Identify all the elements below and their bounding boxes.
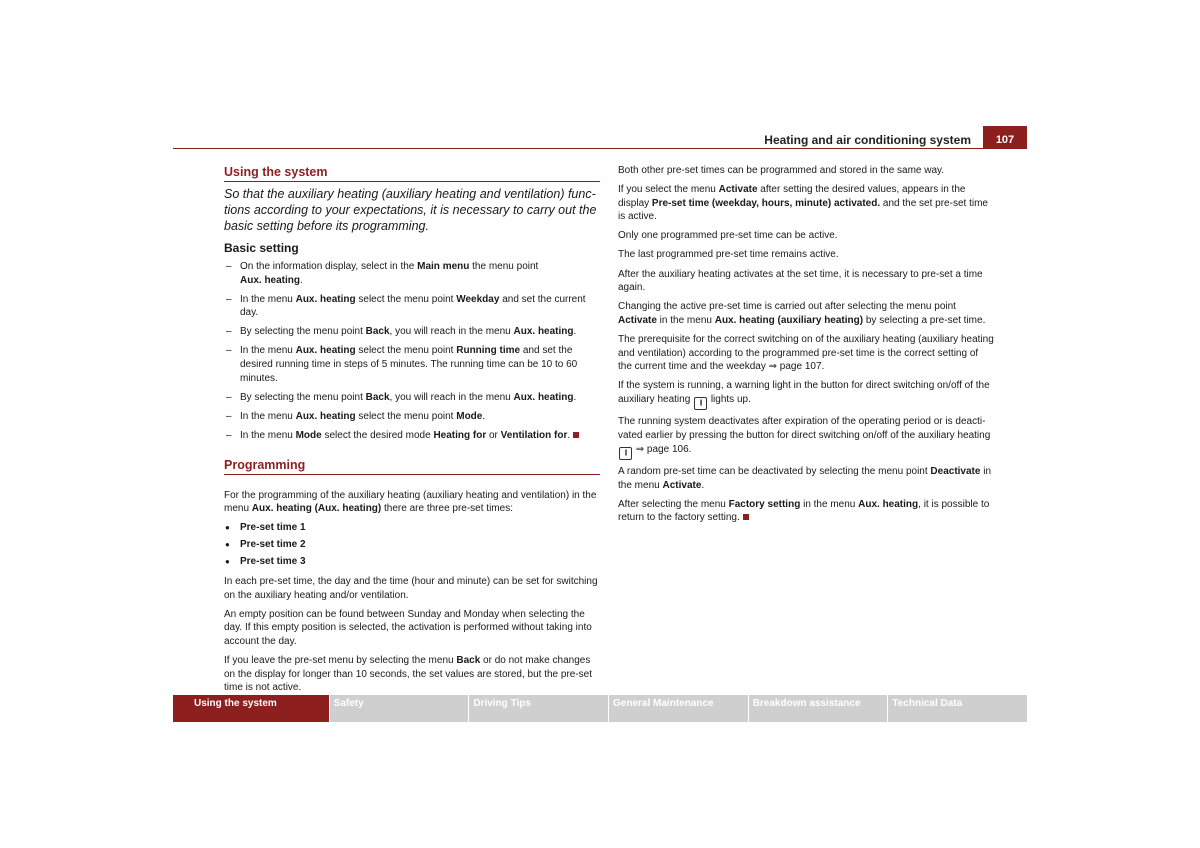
- step-item: – In the menu Aux. heating select the menu point Weekday and set the current day.: [224, 293, 600, 320]
- paragraph: After selecting the menu Factory setting in the menu Aux. heating, it is possible to return to the factory setting.: [618, 498, 990, 524]
- chapter-tabs: [173, 695, 1027, 722]
- paragraph: A random pre-set time can be deactivated by selecting the menu point Deactivate in the menu Activate.: [618, 466, 991, 491]
- auxiliary-heating-button-icon: |||: [694, 397, 707, 410]
- list-item: ● Pre-set time 1: [224, 521, 600, 535]
- paragraph: The running system deactivates after expiration of the operating period or is deacti-vated earlier by pressing the button for direct switching on/off of the auxiliary heating ||| ⇒ page 106.: [618, 415, 994, 459]
- tab-safety[interactable]: Safety: [330, 695, 469, 722]
- paragraph: The last programmed pre-set time remains active.: [618, 249, 839, 261]
- step-item: – In the menu Mode select the desired mode Heating for or Ventilation for.: [224, 429, 600, 443]
- tab-using-the-system[interactable]: Using the system: [173, 695, 329, 722]
- paragraph: If you select the menu Activate after setting the desired values, appears in the display Pre-set time (weekday, hours, minute) activated. and the set pre-set time is active.: [618, 184, 988, 223]
- paragraph: An empty position can be found between Sunday and Monday when selecting the day. If this empty position is selected, the activation is performed without taking into account the day.: [224, 608, 592, 647]
- section-title-using-system: Using the system: [224, 164, 600, 182]
- preset-time-list: [224, 521, 600, 569]
- end-square-icon: [743, 514, 749, 520]
- auxiliary-heating-button-icon: |||: [619, 447, 632, 460]
- paragraph: After the auxiliary heating activates at the set time, it is necessary to pre-set a time again.: [618, 268, 983, 294]
- paragraph: If you leave the pre-set menu by selecting the menu Back or do not make changes on the display for longer than 10 seconds, the set values are stored, but the pre-set time is not active.: [224, 654, 593, 694]
- step-item: – On the information display, select in the Main menu the menu point Aux. heating.: [224, 260, 600, 287]
- list-item: ● Pre-set time 3: [224, 555, 600, 569]
- paragraph: If the system is running, a warning light in the button for direct switching on/off of the auxiliary heating ||| lights up.: [618, 379, 994, 410]
- tab-technical-data[interactable]: Technical Data: [888, 695, 1027, 722]
- page-number: 107: [983, 126, 1027, 148]
- intro-text: So that the auxiliary heating (auxiliary heating and ventilation) func-tions according to your expectations, it is necessary to carry out the basic setting before its programming.: [224, 187, 597, 233]
- end-square-icon: [573, 432, 579, 438]
- step-item: – In the menu Aux. heating select the menu point Mode.: [224, 410, 600, 424]
- right-column: [618, 164, 994, 530]
- paragraph: Only one programmed pre-set time can be active.: [618, 230, 838, 242]
- header-divider: [173, 148, 1027, 149]
- paragraph: The prerequisite for the correct switching on of the auxiliary heating (auxiliary heating and ventilation) according to the programmed pre-set time is the correct setting of the current time and the weekday ⇒ page 107.: [618, 333, 994, 373]
- paragraph: Both other pre-set times can be programmed and stored in the same way.: [618, 165, 945, 176]
- tab-breakdown-assistance[interactable]: Breakdown assistance: [749, 695, 888, 722]
- section-title-programming: Programming: [224, 457, 600, 475]
- step-item: – By selecting the menu point Back, you will reach in the menu Aux. heating.: [224, 391, 600, 405]
- basic-setting-heading: Basic setting: [224, 241, 299, 255]
- programming-intro: For the programming of the auxiliary heating (auxiliary heating and ventilation) in the menu Aux. heating (Aux. heating) there are three pre-set times:: [224, 489, 597, 515]
- tab-general-maintenance[interactable]: General Maintenance: [609, 695, 748, 722]
- list-item: ● Pre-set time 2: [224, 538, 600, 552]
- basic-setting-steps: [224, 260, 600, 443]
- chapter-title: Heating and air conditioning system: [764, 133, 971, 147]
- left-column: [224, 164, 600, 700]
- paragraph: Changing the active pre-set time is carried out after selecting the menu point Activate in the menu Aux. heating (auxiliary heating) by selecting a pre-set time.: [618, 301, 986, 326]
- tab-driving-tips[interactable]: Driving Tips: [469, 695, 608, 722]
- paragraph: In each pre-set time, the day and the time (hour and minute) can be set for switching on the auxiliary heating and/or ventilation.: [224, 576, 598, 601]
- step-item: – In the menu Aux. heating select the menu point Running time and set the desired running time in steps of 5 minutes. The running time can be 10 to 60 minutes.: [224, 344, 600, 385]
- step-item: – By selecting the menu point Back, you will reach in the menu Aux. heating.: [224, 325, 600, 339]
